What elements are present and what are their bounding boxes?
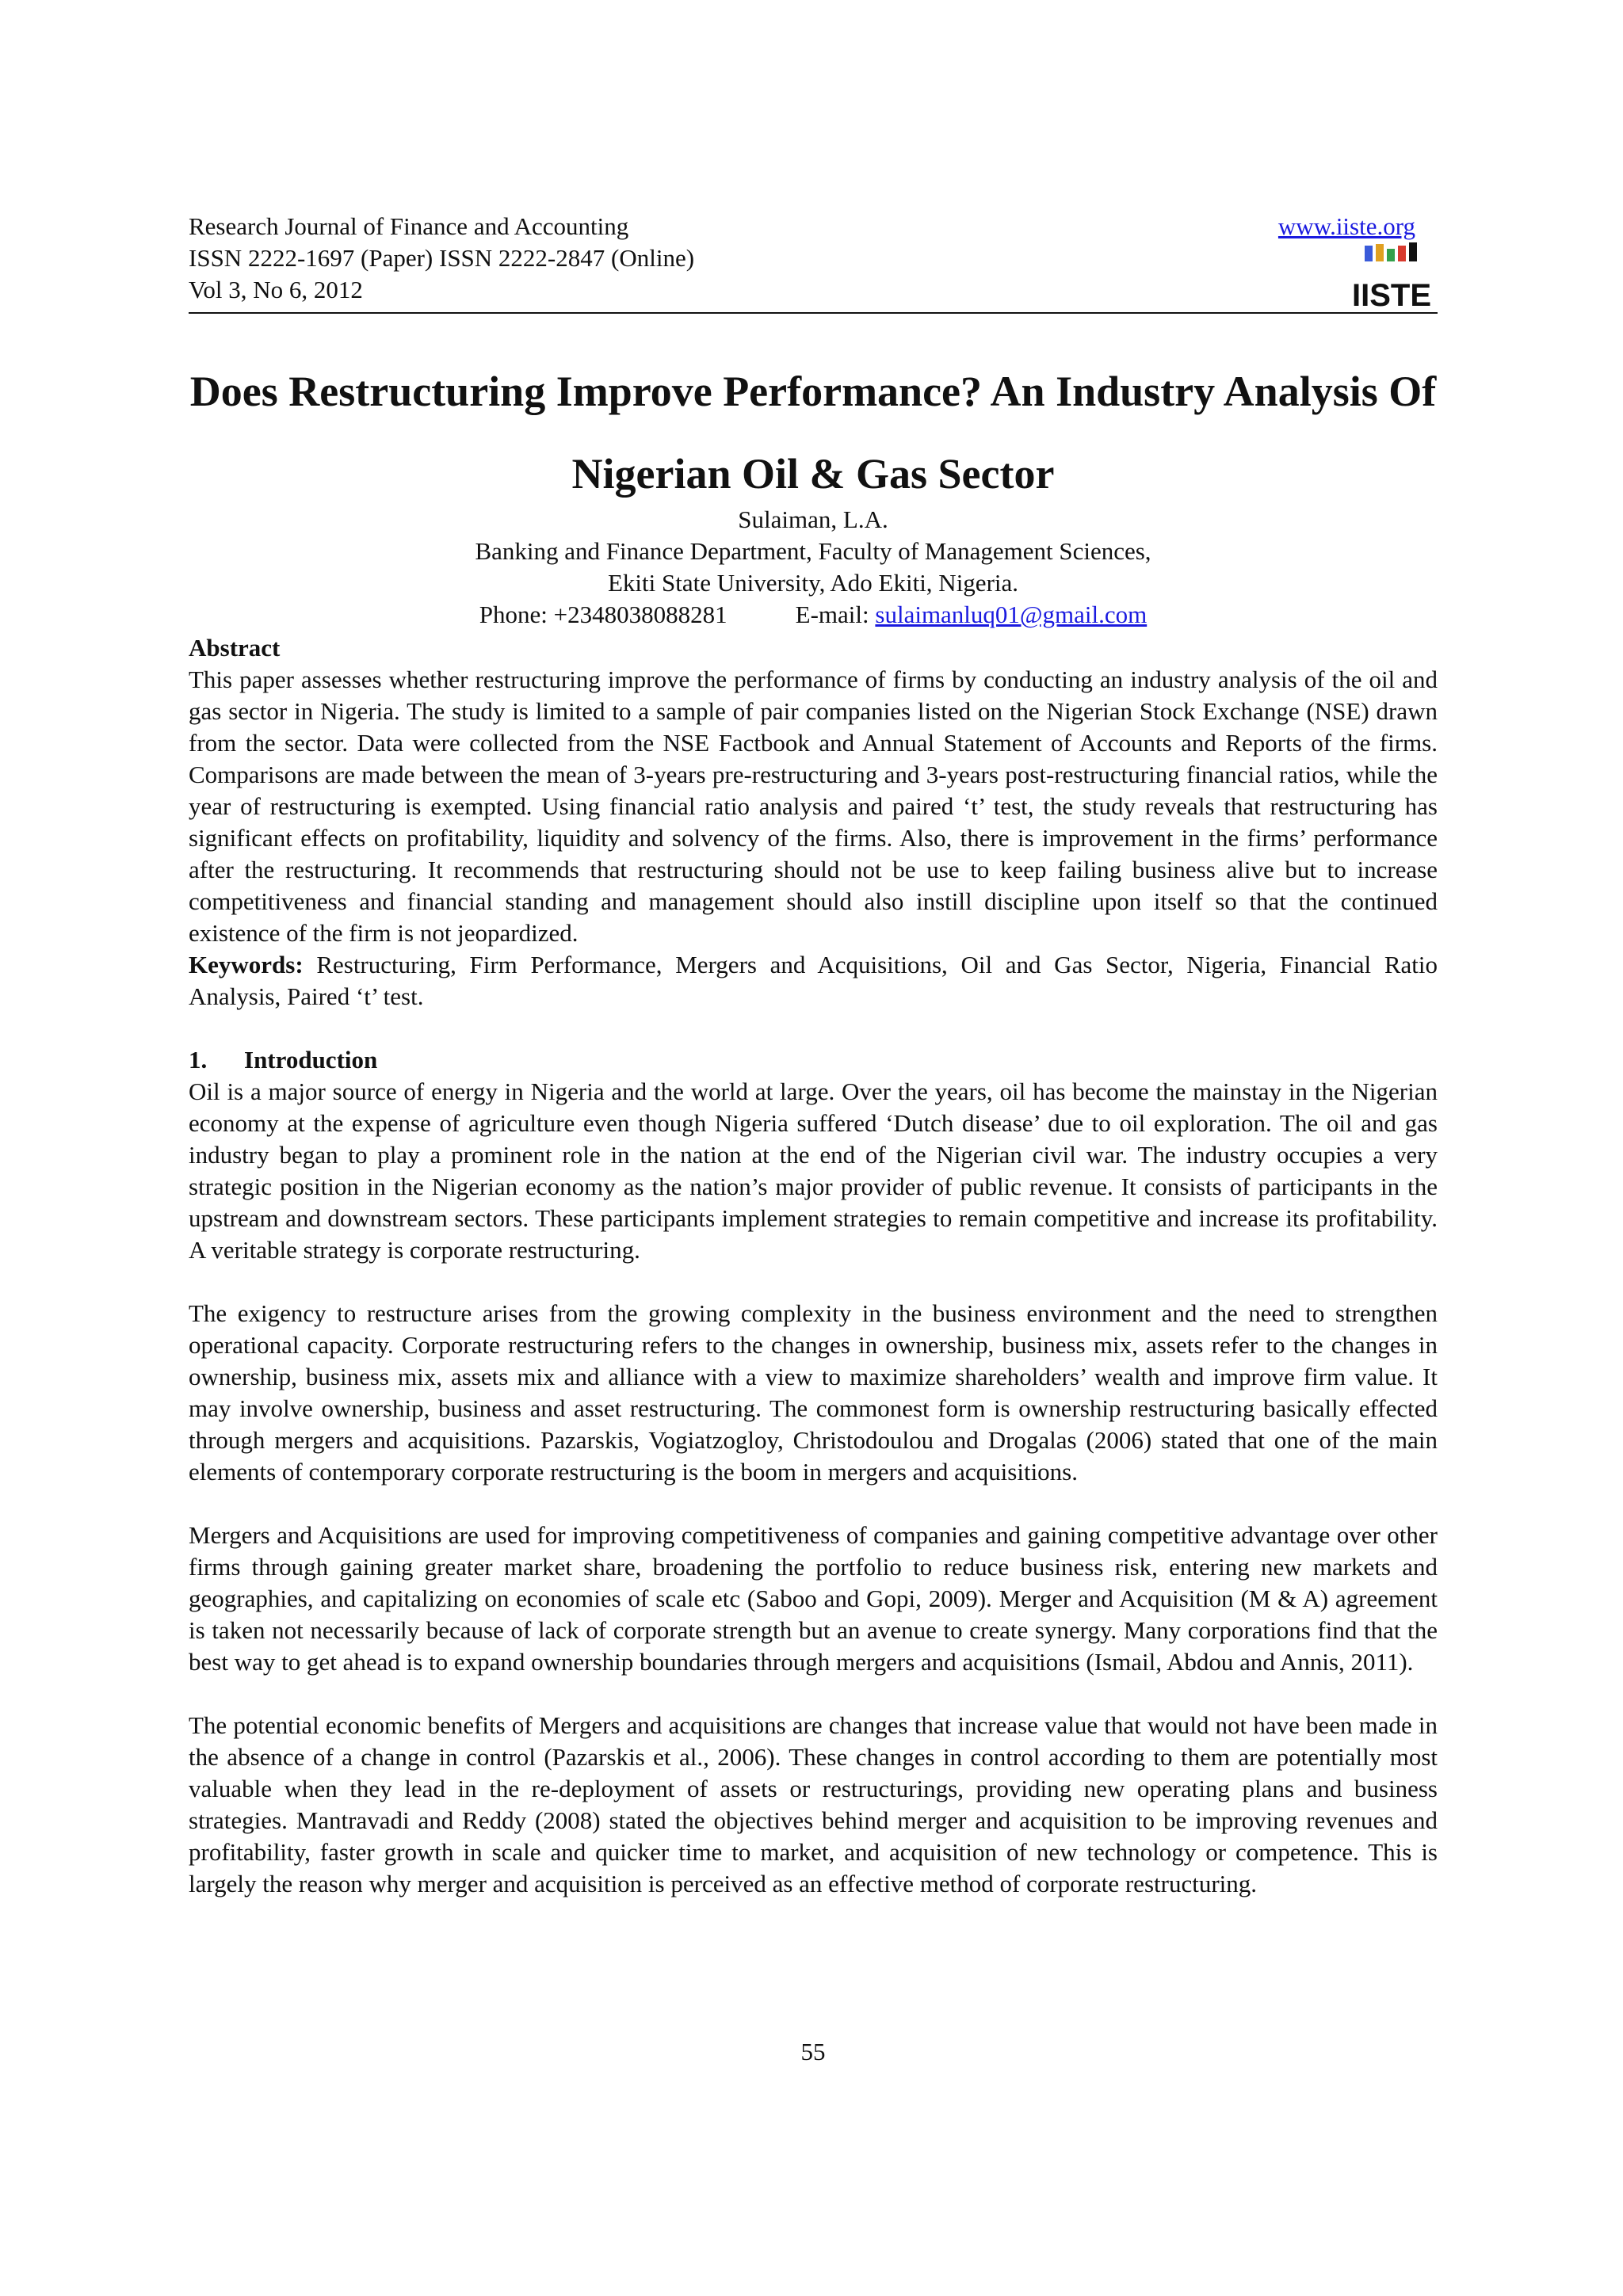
svg-text:IISTE: IISTE: [1351, 278, 1432, 313]
paper-body: [189, 632, 1438, 1900]
section-title: Introduction: [244, 1046, 378, 1074]
author-contact: [189, 599, 1438, 631]
intro-paragraph-1: Oil is a major source of energy in Nigeria and the world at large. Over the years, oil has become the mainstay in the Nigerian economy at the expense of agriculture even though Nigeria suffered ‘Dutch disease’ due to oil exploration. The oil and gas industry began to play a prominent role in the nation at the end of the Nigerian civil war. The industry occupies a very strategic position in the Nigerian economy as the nation’s major provider of public revenue. It consists of participants in the upstream and downstream sectors. These participants implement strategies to remain competitive and increase its profitability. A veritable strategy is corporate restructuring.: [189, 1077, 1438, 1264]
abstract-text: This paper assesses whether restructuring improve the performance of firms by conducting an industry analysis of the oil and gas sector in Nigeria. The study is limited to a sample of pair companies listed on the Nigerian Stock Exchange (NSE) drawn from the sector. Data were collected from the NSE Factbook and Annual Statement of Accounts and Reports of the firms. Comparisons are made between the mean of 3-years pre-restructuring and 3-years post-restructuring financial ratios, while the year of restructuring is exempted. Using financial ratio analysis and paired ‘t’ test, the study reveals that restructuring has significant effects on profitability, liquidity and solvency of the firms. Also, there is improvement in the firms’ performance after the restructuring. It recommends that restructuring should not be use to keep failing business alive but to increase competitiveness and financial standing and management should also instill discipline upon itself so that the continued existence of the firm is not jeopardized.: [189, 666, 1438, 947]
intro-paragraph-3: Mergers and Acquisitions are used for improving competitiveness of companies and gaining competitive advantage over other firms through gaining greater market share, broadening the portfolio to reduce business risk, entering new markets and geographies, and capitalizing on economies of scale etc (Saboo and Gopi, 2009). Merger and Acquisition (M & A) agreement is taken not necessarily because of lack of corporate strength but an avenue to create synergy. Many corporations find that the best way to get ahead is to expand ownership boundaries through mergers and acquisitions (Ismail, Abdou and Annis, 2011).: [189, 1521, 1438, 1676]
intro-paragraph-4: The potential economic benefits of Mergers and acquisitions are changes that increase value that would not have been made in the absence of a change in control (Pazarskis et al., 2006). These changes in control according to them are potentially most valuable when they lead in the re-deployment of assets or restructurings, providing new operating plans and business strategies. Mantravadi and Reddy (2008) stated the objectives behind merger and acquisition to be improving revenues and profitability, faster growth in scale and quicker time to market, and acquisition of new technology or competence. This is largely the reason why merger and acquisition is perceived as an effective method of corporate restructuring.: [189, 1711, 1438, 1897]
title-line-2: Nigerian Oil & Gas Sector: [571, 450, 1055, 498]
title-line-1: Does Restructuring Improve Performance? An Industry Analysis Of: [189, 368, 1437, 415]
header-rule: [189, 312, 1438, 314]
abstract-heading: Abstract: [189, 634, 281, 662]
section-heading-introduction: [189, 1044, 1438, 1076]
keywords-label: Keywords:: [189, 951, 304, 978]
author-department: Banking and Finance Department, Faculty of Management Sciences,: [475, 537, 1151, 565]
iiste-logo-icon: [1351, 242, 1432, 313]
journal-name: Research Journal of Finance and Accounting: [189, 212, 629, 240]
page-number: 55: [800, 2038, 826, 2065]
author-block: [189, 504, 1438, 631]
author-name: Sulaiman, L.A.: [738, 505, 888, 533]
journal-website-link[interactable]: www.iiste.org: [1277, 212, 1415, 240]
author-email-label: E-mail:: [795, 601, 876, 628]
keywords-text: Restructuring, Firm Performance, Mergers and Acquisitions, Oil and Gas Sector, Nigeria, Financial Ratio Analysis, Paired ‘t’ test.: [189, 951, 1438, 1010]
author-email-link[interactable]: sulaimanluq01@gmail.com: [875, 601, 1148, 628]
paper-title: [189, 350, 1438, 515]
author-university: Ekiti State University, Ado Ekiti, Nigeria.: [607, 569, 1019, 597]
author-phone: Phone: +2348038088281: [479, 601, 727, 628]
section-number: 1.: [189, 1046, 208, 1074]
keywords-paragraph: [189, 949, 1438, 1013]
intro-paragraph-2: The exigency to restructure arises from the growing complexity in the business environment and the need to strengthen operational capacity. Corporate restructuring refers to the changes in ownership, business mix, assets refer to the changes in ownership, business mix, assets mix and alliance with a view to maximize shareholders’ wealth and improve firm value. It may involve ownership, business and asset restructuring. The commonest form is ownership restructuring basically effected through mergers and acquisitions. Pazarskis, Vogiatzogloy, Christodoulou and Drogalas (2006) stated that one of the main elements of contemporary corporate restructuring is the boom in mergers and acquisitions.: [189, 1299, 1438, 1486]
journal-header: [189, 211, 1438, 313]
journal-volume: Vol 3, No 6, 2012: [189, 276, 363, 303]
journal-issn: ISSN 2222-1697 (Paper) ISSN 2222-2847 (Online): [189, 244, 695, 272]
